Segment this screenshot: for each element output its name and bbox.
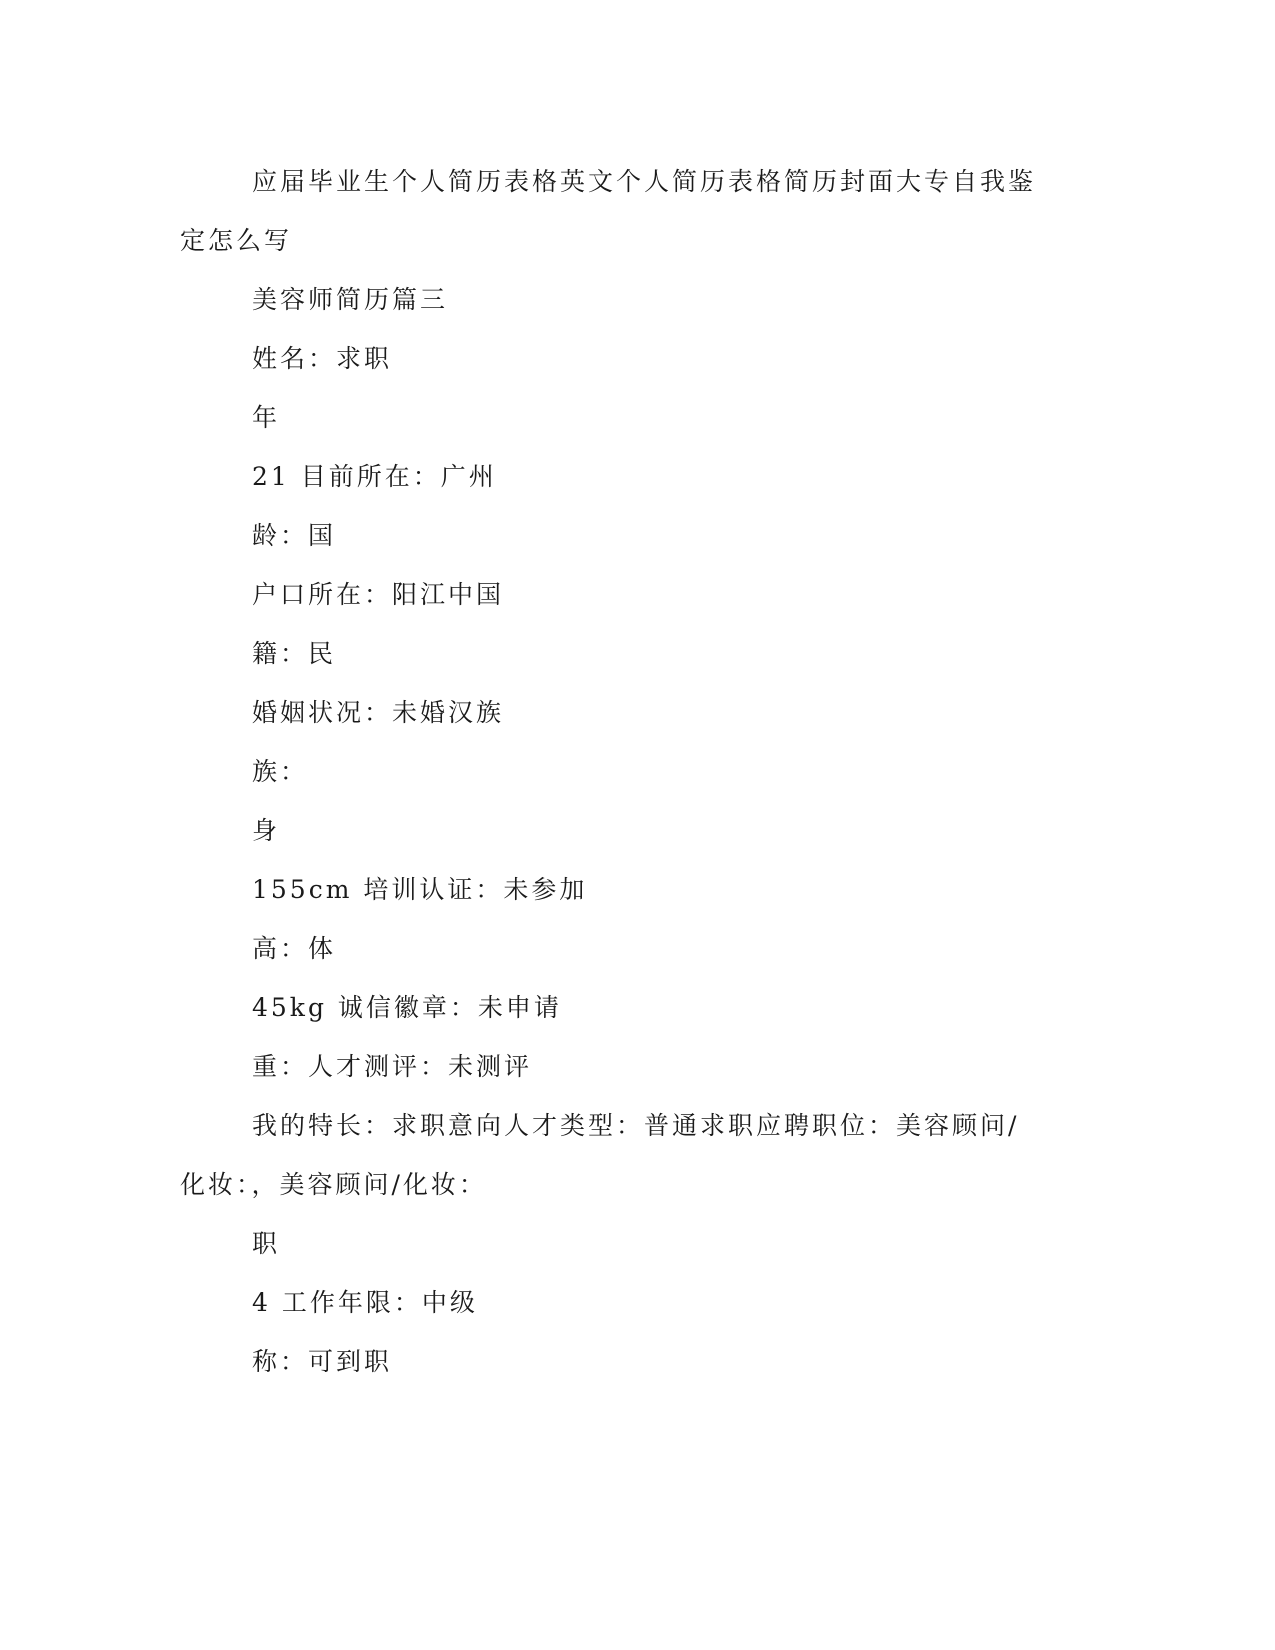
resume-line-origin: 籍：民	[252, 639, 337, 668]
resume-line-name: 姓名：求职	[252, 344, 393, 373]
resume-line-availability: 称：可到职	[252, 1347, 393, 1376]
resume-line-height-training: 155cm 培训认证：未参加	[252, 875, 588, 904]
section-heading: 美容师简历篇三	[252, 285, 449, 314]
resume-line-marital: 婚姻状况：未婚汉族	[252, 698, 505, 727]
resume-line-age-label: 年	[252, 403, 281, 432]
resume-line-assessment: 重：人才测评：未测评	[252, 1052, 533, 1081]
resume-intro-title: 应届毕业生个人简历表格英文个人简历表格简历封面大专自我鉴定怎么写	[180, 167, 1037, 255]
resume-line-age-location: 21 目前所在：广州	[252, 462, 497, 491]
resume-line-height-label: 身	[252, 816, 281, 845]
resume-line-nationality: 龄：国	[252, 521, 337, 550]
resume-line-hukou: 户口所在：阳江中国	[252, 580, 505, 609]
resume-line-work-years: 4 工作年限：中级	[252, 1288, 478, 1317]
document-body	[180, 152, 1040, 1391]
resume-line-weight-badge: 45kg 诚信徽章：未申请	[252, 993, 562, 1022]
resume-line-height-body: 高：体	[252, 934, 337, 963]
resume-line-ethnicity: 族：	[252, 757, 309, 786]
resume-line-specialty: 我的特长：求职意向人才类型：普通求职应聘职位：美容顾问/化妆：，美容顾问/化妆：	[180, 1111, 1020, 1199]
resume-line-title-label: 职	[252, 1229, 281, 1258]
